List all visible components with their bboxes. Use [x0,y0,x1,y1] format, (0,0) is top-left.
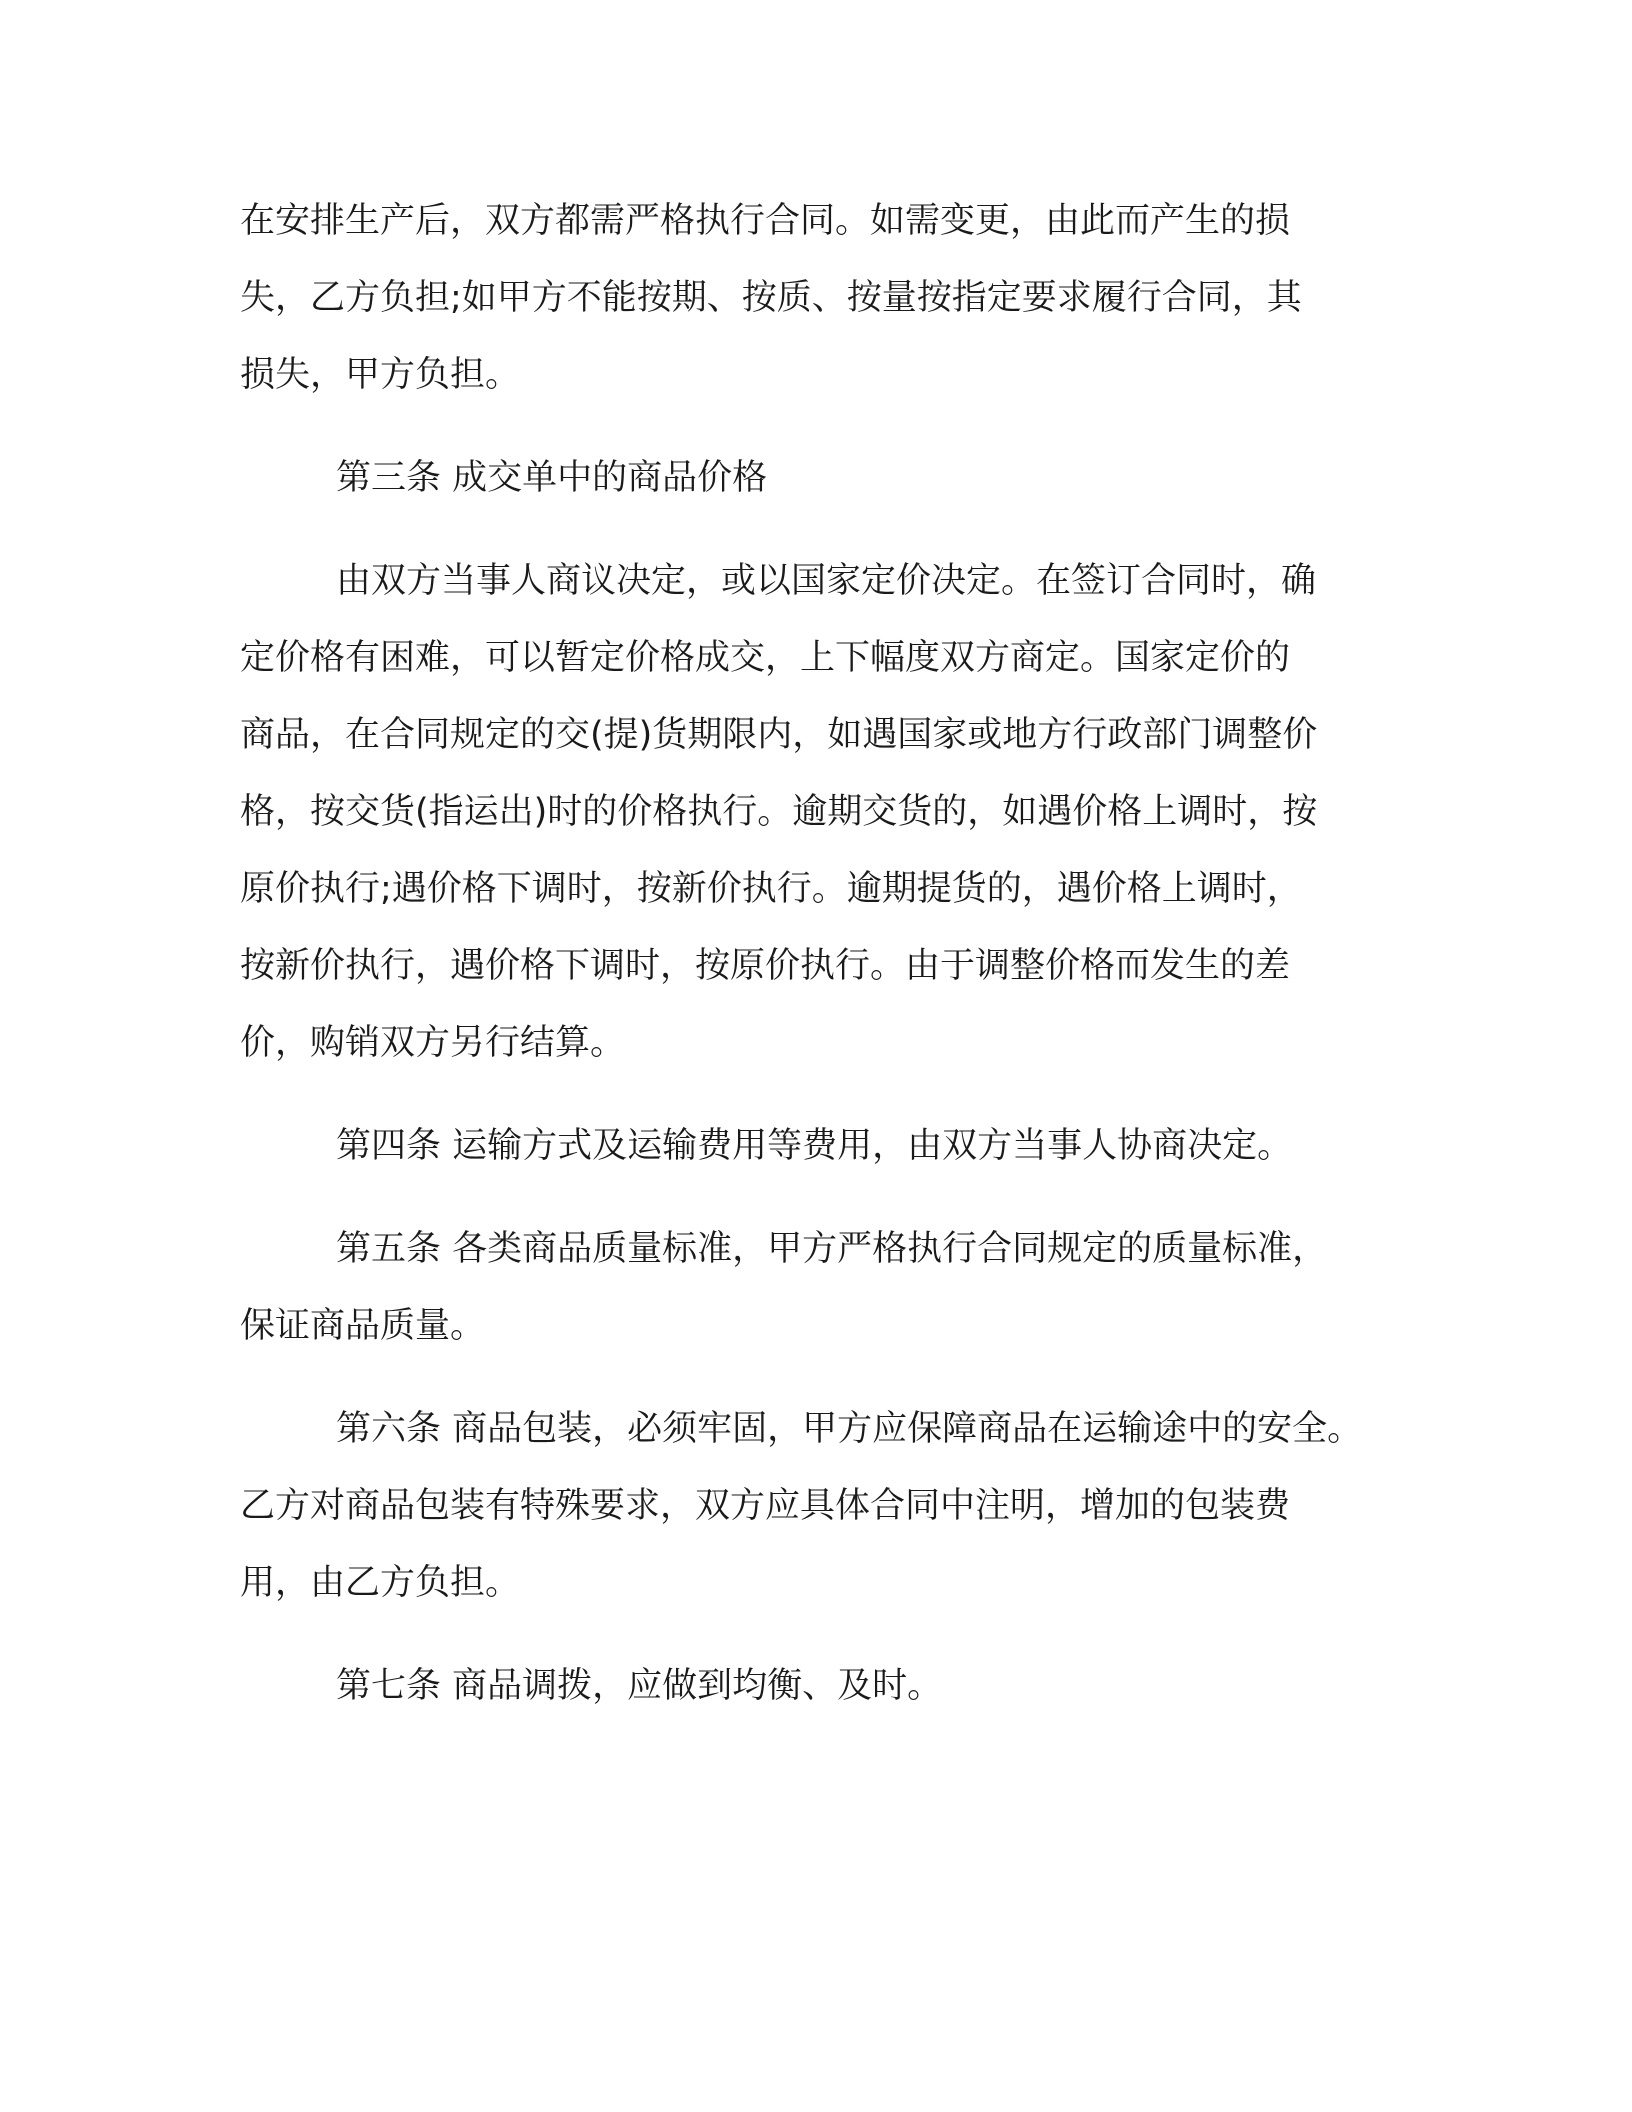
article-3-body [240,543,1400,1082]
text-line: 商品，在合同规定的交(提)货期限内，如遇国家或地方行政部门调整价 [240,715,1318,755]
text-line: 损失，甲方负担。 [240,355,521,395]
article-4 [240,1108,1400,1185]
text-line: 第三条 成交单中的商品价格 [336,458,768,498]
text-line: 第四条 运输方式及运输费用等费用，由双方当事人协商决定。 [336,1126,1293,1166]
article-7 [240,1648,1400,1725]
document-body [240,183,1400,1751]
text-line: 按新价执行，遇价格下调时，按原价执行。由于调整价格而发生的差 [240,946,1291,986]
text-line: 用，由乙方负担。 [240,1563,521,1603]
text-line: 失，乙方负担;如甲方不能按期、按质、按量按指定要求履行合同，其 [240,278,1302,318]
text-line: 价，购销双方另行结算。 [240,1023,626,1063]
text-line: 乙方对商品包装有特殊要求，双方应具体合同中注明，增加的包装费 [240,1486,1291,1526]
paragraph-continuation [240,183,1400,414]
text-line: 第六条 商品包装，必须牢固，甲方应保障商品在运输途中的安全。 [336,1409,1363,1449]
text-line: 格，按交货(指运出)时的价格执行。逾期交货的，如遇价格上调时，按 [240,792,1318,832]
article-3-heading [240,440,1400,517]
article-6 [240,1391,1400,1622]
text-line: 第七条 商品调拨，应做到均衡、及时。 [336,1666,943,1706]
text-line: 第五条 各类商品质量标准，甲方严格执行合同规定的质量标准， [336,1229,1328,1269]
text-line: 原价执行;遇价格下调时，按新价执行。逾期提货的，遇价格上调时， [240,869,1302,909]
text-line: 定价格有困难，可以暂定价格成交，上下幅度双方商定。国家定价的 [240,638,1291,678]
text-line: 保证商品质量。 [240,1306,486,1346]
text-line: 在安排生产后，双方都需严格执行合同。如需变更，由此而产生的损 [240,201,1291,241]
text-line: 由双方当事人商议决定，或以国家定价决定。在签订合同时，确 [336,561,1317,601]
article-5 [240,1211,1400,1365]
